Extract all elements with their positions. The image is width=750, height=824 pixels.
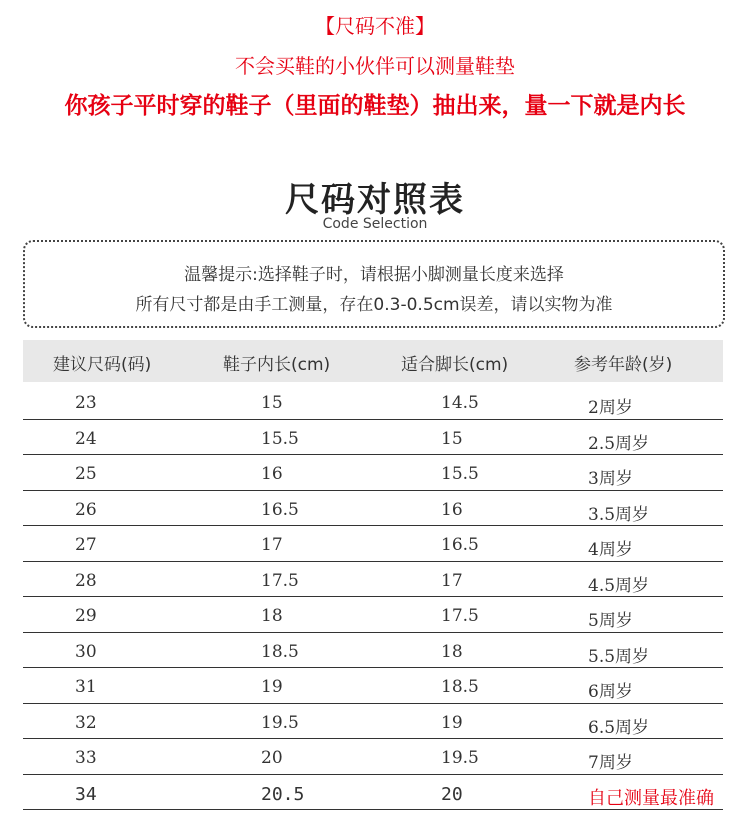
cell-size: 28 [75, 570, 97, 591]
cell-inner-length: 15 [261, 393, 283, 413]
cell-inner-length: 18.5 [261, 641, 299, 662]
table-row [23, 668, 723, 704]
cell-age: 4.5周岁 [588, 575, 650, 596]
page-title: 尺码对照表 [285, 180, 465, 220]
cell-age: 2周岁 [588, 398, 633, 418]
cell-size: 23 [75, 393, 97, 413]
table-row [23, 491, 723, 527]
table-row [23, 455, 723, 491]
cell-inner-length: 16 [261, 464, 283, 484]
cell-size: 29 [75, 606, 97, 626]
cell-size: 27 [75, 535, 97, 555]
table-row [23, 739, 723, 775]
cell-inner-length: 18 [261, 606, 283, 626]
page-subtitle: Code Selection [322, 216, 428, 232]
header-age: 参考年龄(岁) [574, 355, 673, 375]
table-row [23, 526, 723, 562]
cell-foot-length: 16.5 [441, 535, 479, 555]
cell-foot-length: 19 [441, 712, 463, 733]
size-table [23, 384, 723, 810]
tip-line: 所有尺寸都是由手工测量，存在0.3-0.5cm误差，请以实物为准 [135, 295, 613, 315]
cell-age: 6.5周岁 [588, 717, 650, 738]
cell-age: 7周岁 [588, 753, 633, 773]
cell-age: 5.5周岁 [588, 646, 650, 667]
cell-age: 4周岁 [588, 540, 633, 560]
cell-foot-length: 18 [441, 641, 463, 662]
cell-inner-length: 17.5 [261, 570, 299, 591]
cell-age: 6周岁 [588, 682, 633, 702]
cell-size: 34 [75, 783, 97, 805]
cell-size: 33 [75, 748, 97, 768]
cell-inner-length: 16.5 [261, 499, 299, 520]
cell-inner-length: 17 [261, 535, 283, 555]
table-row [23, 420, 723, 456]
cell-age: 5周岁 [588, 611, 633, 631]
cell-inner-length: 20 [261, 748, 283, 768]
cell-size: 25 [75, 464, 97, 484]
table-row [23, 384, 723, 420]
table-row [23, 597, 723, 633]
cell-age-note: 自己测量最准确 [588, 787, 714, 809]
cell-age: 2.5周岁 [588, 433, 650, 454]
cell-inner-length: 20.5 [261, 783, 305, 805]
header-size: 建议尺码(码) [53, 355, 152, 375]
cell-age: 3周岁 [588, 469, 633, 489]
notice-heading: 【尺码不准】 [315, 14, 435, 38]
tip-line: 温馨提示:选择鞋子时，请根据小脚测量长度来选择 [184, 265, 564, 285]
cell-inner-length: 19 [261, 677, 283, 697]
header-inner-length: 鞋子内长(cm) [223, 355, 331, 375]
cell-foot-length: 20 [441, 783, 463, 805]
cell-foot-length: 17.5 [441, 606, 479, 626]
table-row [23, 562, 723, 598]
cell-foot-length: 17 [441, 570, 463, 591]
notice-line: 不会买鞋的小伙伴可以测量鞋垫 [235, 54, 515, 78]
tips-box [23, 240, 725, 328]
table-header [23, 340, 723, 382]
cell-size: 26 [75, 499, 97, 520]
cell-foot-length: 19.5 [441, 748, 479, 768]
header-foot-length: 适合脚长(cm) [401, 355, 509, 375]
cell-foot-length: 14.5 [441, 393, 479, 413]
cell-inner-length: 19.5 [261, 712, 299, 733]
cell-foot-length: 15 [441, 428, 463, 449]
cell-size: 24 [75, 428, 97, 449]
cell-size: 32 [75, 712, 97, 733]
cell-foot-length: 15.5 [441, 464, 479, 484]
cell-age: 3.5周岁 [588, 504, 650, 525]
cell-foot-length: 18.5 [441, 677, 479, 697]
table-row [23, 633, 723, 669]
cell-size: 30 [75, 641, 97, 662]
table-row [23, 775, 723, 811]
cell-size: 31 [75, 677, 97, 697]
cell-inner-length: 15.5 [261, 428, 299, 449]
cell-foot-length: 16 [441, 499, 463, 520]
notice-instruction: 你孩子平时穿的鞋子（里面的鞋垫）抽出来，量一下就是内长 [64, 92, 686, 119]
table-row [23, 704, 723, 740]
